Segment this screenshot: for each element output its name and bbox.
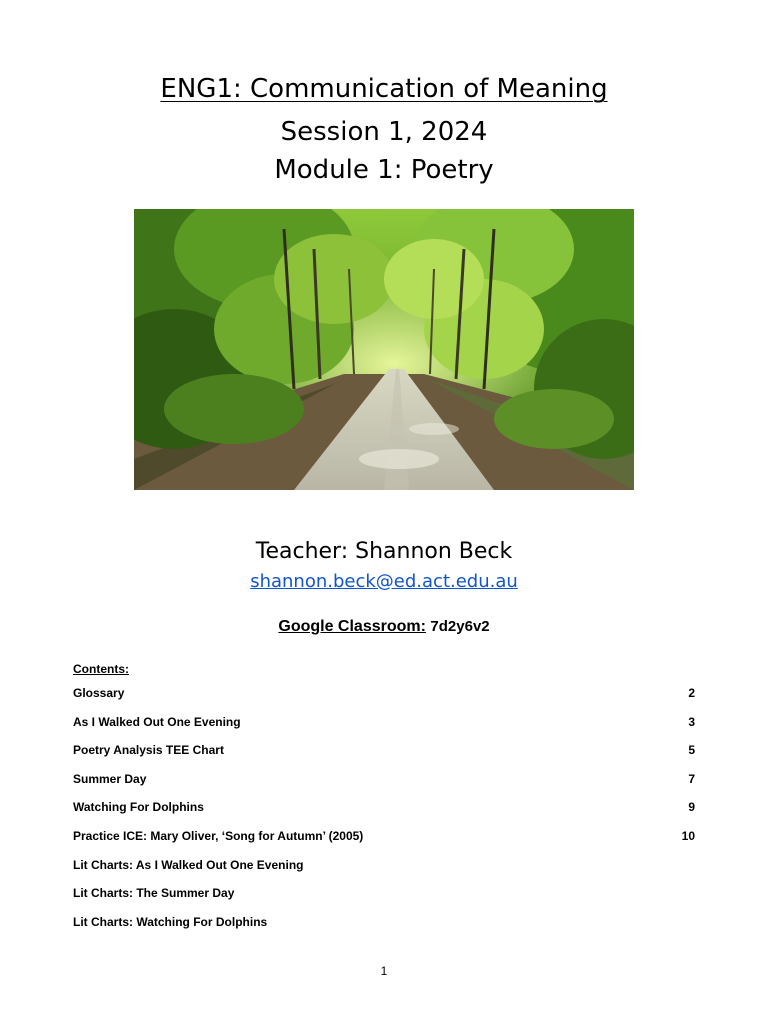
contents-heading: Contents: [73,662,129,676]
session-heading: Session 1, 2024 [280,117,488,147]
toc-item-title: Lit Charts: The Summer Day [73,886,235,901]
forest-road-photo [134,209,634,490]
table-of-contents [73,685,695,942]
toc-item-page: 10 [681,828,695,843]
toc-item-practice-ice [73,828,695,857]
toc-item-title: As I Walked Out One Evening [73,714,241,729]
google-classroom-label: Google Classroom: [278,618,426,635]
toc-item-page: 5 [688,743,695,758]
page-number: 1 [380,964,388,978]
teacher-name: Teacher: Shannon Beck [255,539,513,564]
module-heading: Module 1: Poetry [274,155,494,185]
toc-item-tee-chart [73,742,695,771]
toc-item-watching-for-dolphins [73,799,695,828]
toc-item-lit-charts-dolphins [73,914,695,943]
toc-item-page: 7 [688,771,695,786]
teacher-email-link[interactable]: shannon.beck@ed.act.edu.au [250,571,518,592]
toc-item-page: 9 [688,800,695,815]
toc-item-title: Poetry Analysis TEE Chart [73,743,224,758]
google-classroom-code: 7d2y6v2 [430,618,490,635]
toc-item-lit-charts-as-i-walked [73,857,695,886]
toc-item-summer-day [73,771,695,800]
toc-item-lit-charts-summer-day [73,885,695,914]
toc-item-title: Lit Charts: As I Walked Out One Evening [73,857,304,872]
toc-item-title: Summer Day [73,771,147,786]
page-title: ENG1: Communication of Meaning [160,74,608,104]
google-classroom-info [0,616,768,638]
toc-item-title: Watching For Dolphins [73,800,204,815]
toc-item-glossary [73,685,695,714]
toc-item-title: Lit Charts: Watching For Dolphins [73,914,268,929]
toc-item-as-i-walked-out [73,714,695,743]
toc-item-page: 2 [688,686,695,700]
toc-item-page: 3 [688,714,695,729]
toc-item-title: Practice ICE: Mary Oliver, ‘Song for Autumn’ (2005) [73,828,364,843]
toc-item-title: Glossary [73,686,125,700]
